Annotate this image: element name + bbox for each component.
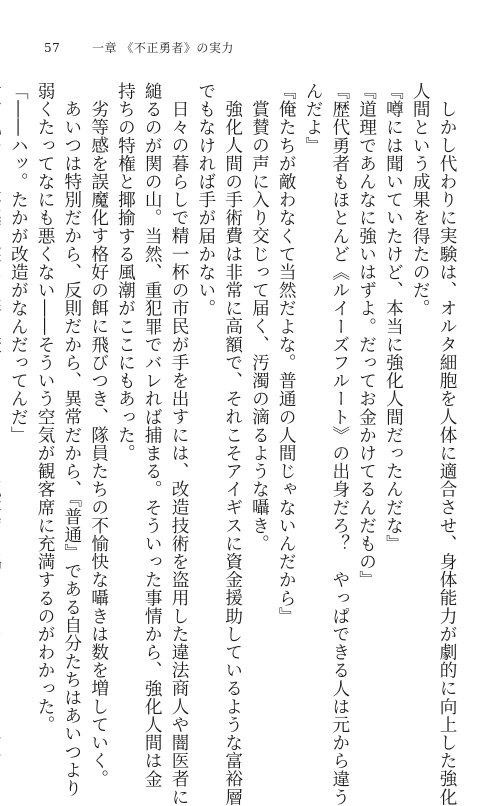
text-line: 『俺たちが敵わなくて当然だよな。普通の人間じゃないんだから』 bbox=[276, 82, 297, 625]
text-line: 強化人間の手術費は非常に高額で、それこそアイギスに資金援助しているような富裕層 bbox=[222, 99, 243, 806]
text-line: 劣等感を誤魔化す格好の餌に飛びつき、隊員たちの不愉快な囁きは数を増していく。 bbox=[88, 99, 109, 788]
text-line: 『歴代勇者もほとんど《ルイーズフルート》の出身だろ？ やっぱできる人は元から違う bbox=[329, 82, 350, 806]
text-line: んだよ』 bbox=[303, 82, 324, 155]
running-head bbox=[44, 40, 234, 56]
text-line: 日々の暮らしで精一杯の市民が手を出すには、改造技術を盗用した違法商人や闇医者に bbox=[169, 99, 190, 806]
text-line: 「――ハッ。たかが改造がなんだってんだ」 bbox=[8, 82, 29, 444]
text-line: 賞賛の声に入り交じって届く、汚濁の滴るような囁き。 bbox=[249, 99, 270, 553]
text-line: でもなければ手が届かない。 bbox=[195, 82, 216, 318]
text-line: 人間という成果を得たのだ。 bbox=[410, 82, 431, 318]
text-line: 弱くたってなにも悪くない――そういう空気が観客席に充満するのがわかった。 bbox=[35, 82, 56, 734]
text-line: 持ちの特権と揶揄する風潮がここにもあった。 bbox=[115, 82, 136, 463]
body-text bbox=[8, 82, 460, 806]
text-line: 縋るのが関の山。当然、重犯罪でバレれば捕まる。そういった事情から、強化人間は金 bbox=[142, 82, 163, 788]
text-line: あいつは特別だから、反則だから、異常だから、『普通』である自分たちはあいつより bbox=[61, 99, 82, 797]
text-line bbox=[0, 82, 4, 652]
text-line: 『道理であんなに強いはずよ。だってお金かけてるんだもの』 bbox=[356, 82, 377, 589]
page-number: 57 bbox=[44, 41, 61, 55]
text-line: 『噂には聞いていたけど、本当に強化人間だったんだな』 bbox=[383, 82, 404, 553]
chapter-title: 一章 《不正勇者》の実力 bbox=[92, 41, 234, 55]
text-line: しかし代わりに実験は、オルタ細胞を人体に適合させ、身体能力が劇的に向上した強化 bbox=[437, 99, 457, 806]
